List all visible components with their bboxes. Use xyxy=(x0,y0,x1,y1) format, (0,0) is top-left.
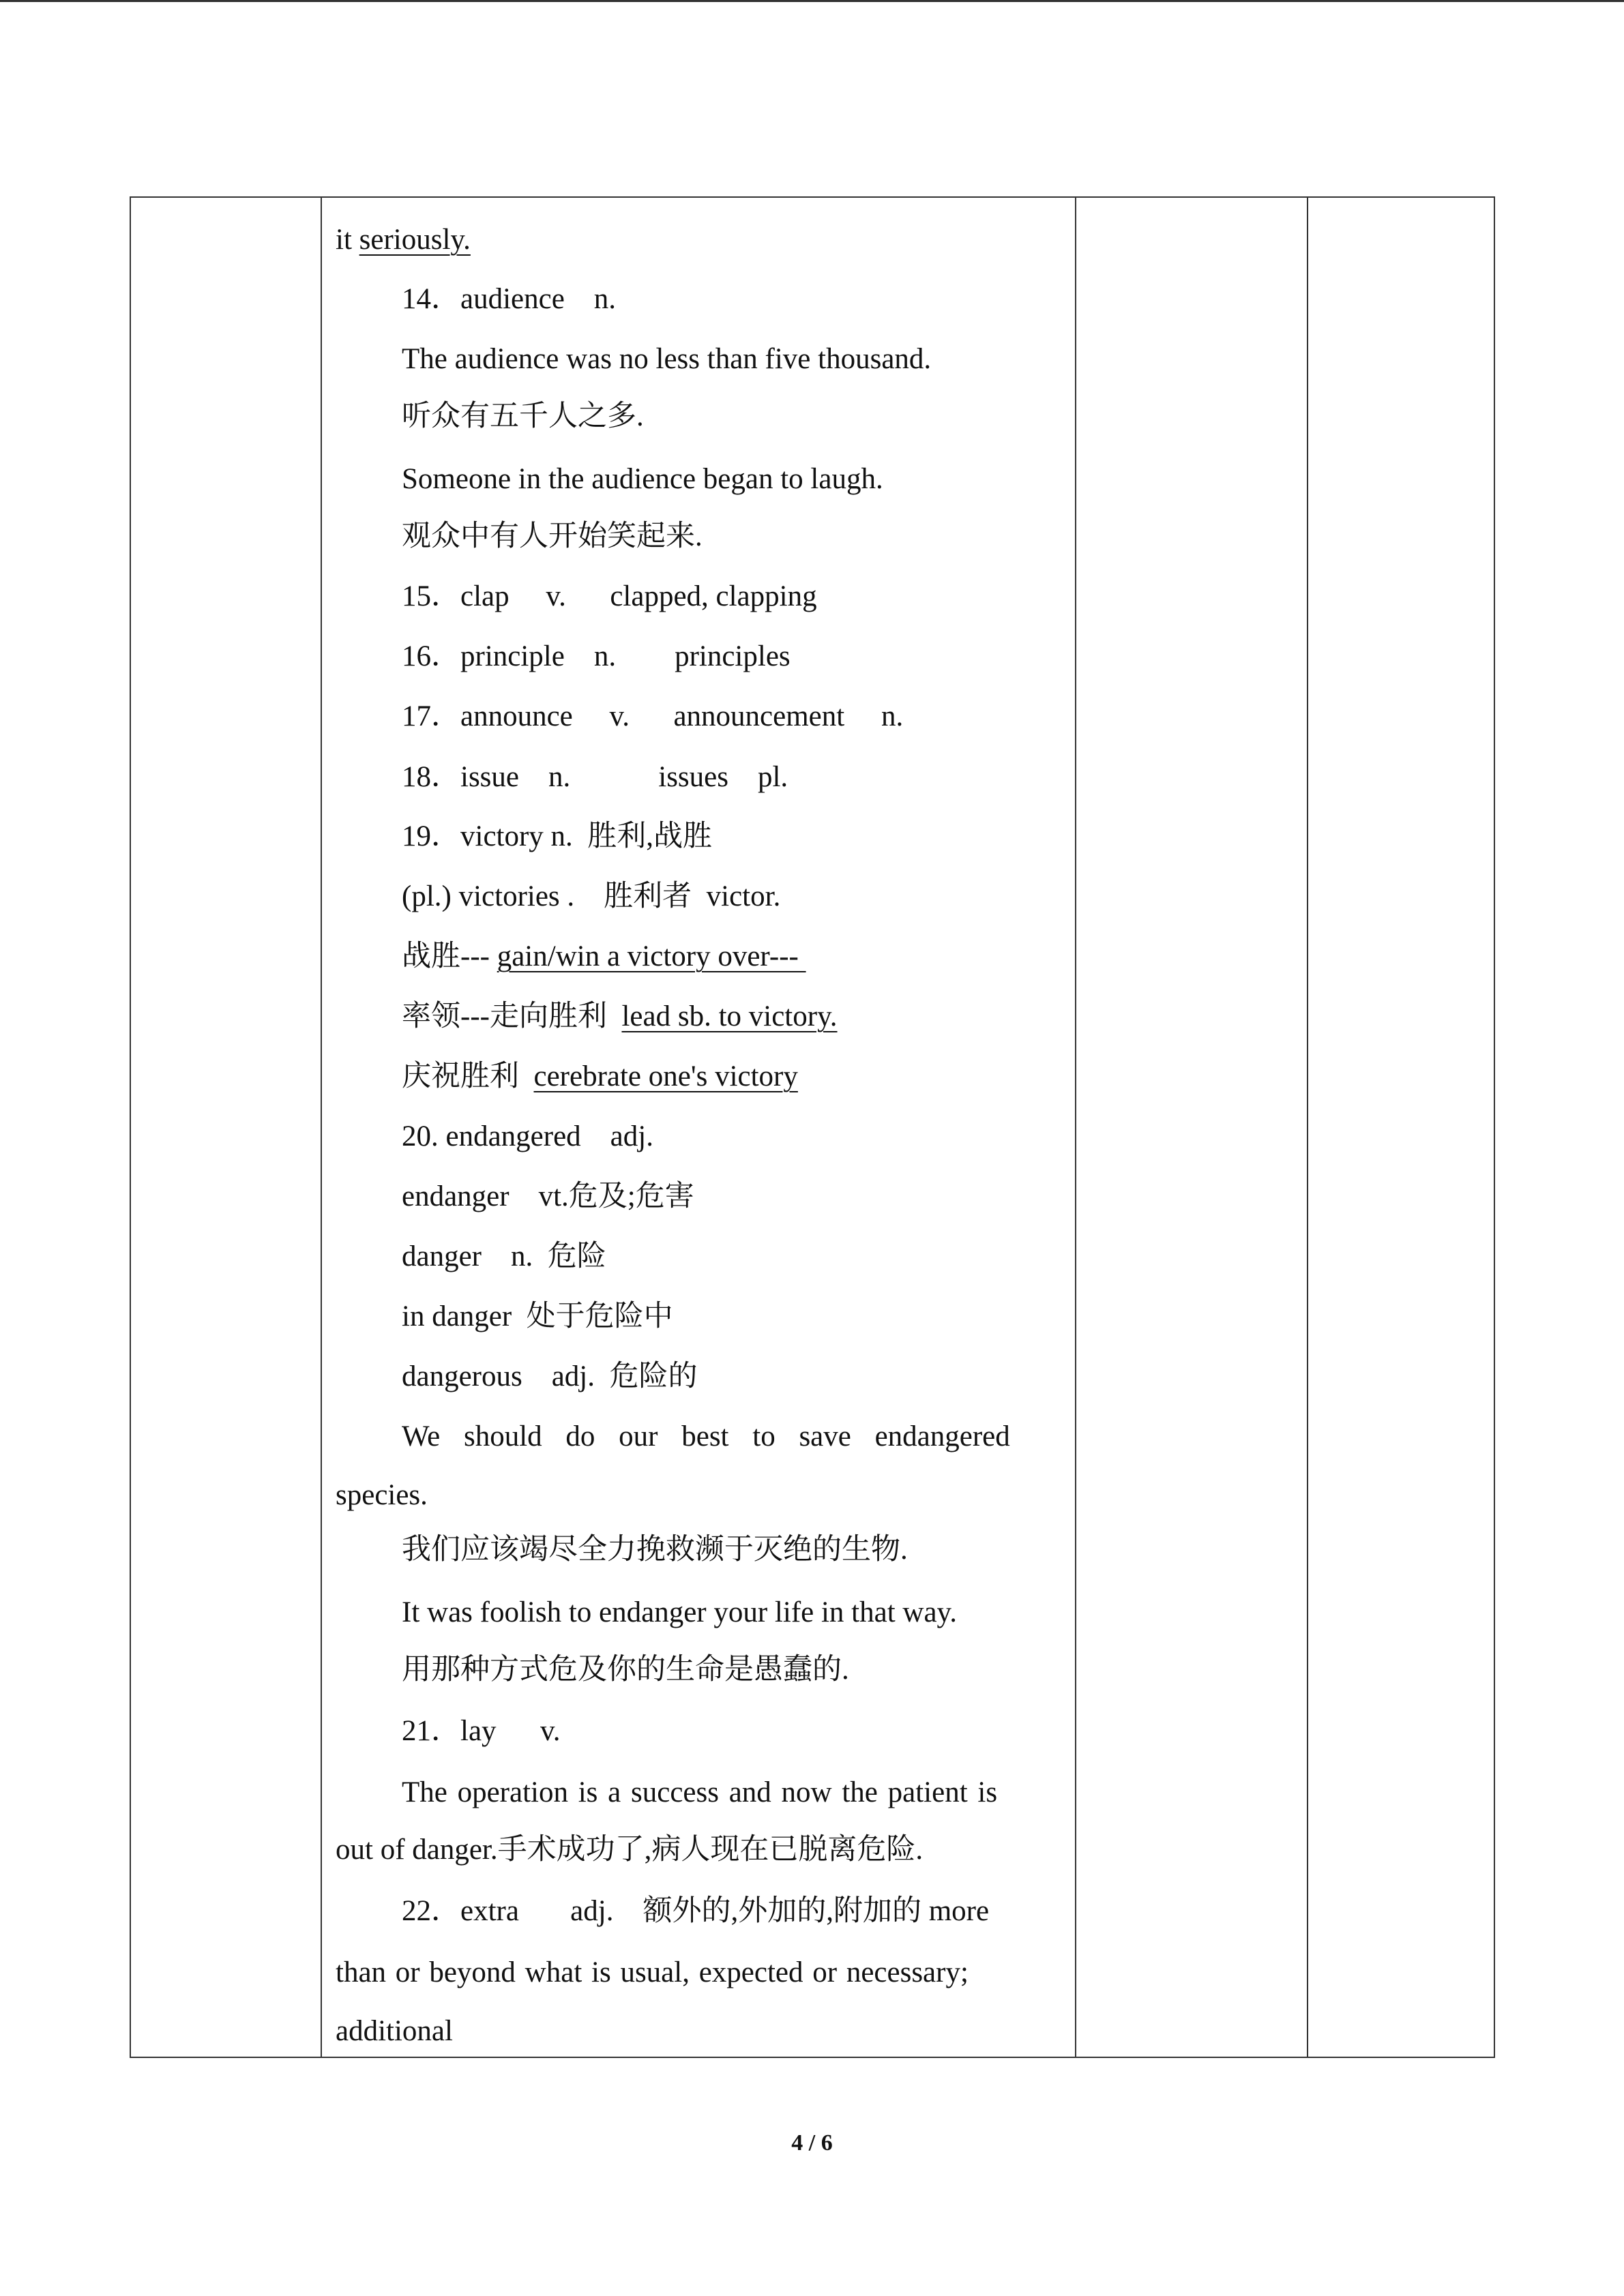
text-line: additional xyxy=(336,2015,453,2047)
text-line: 22．extra adj. 额外的,外加的,附加的 more xyxy=(402,1895,990,1927)
text-line: out of danger.手术成功了,病人现在已脱离危险. xyxy=(336,1834,924,1866)
column-divider-2 xyxy=(1075,196,1076,2058)
text-line: 我们应该竭尽全力挽救濒于灭绝的生物. xyxy=(402,1534,908,1566)
text-line: (pl.) victories . 胜利者 victor. xyxy=(402,880,781,912)
text-line: 14．audience n. xyxy=(402,283,617,315)
text-line: 战胜--- gain/win a victory over--- xyxy=(402,940,806,972)
text-line: The operation is a success and now the patient is xyxy=(402,1776,998,1808)
top-rule xyxy=(0,0,1624,2)
text-line: Someone in the audience began to laugh. xyxy=(402,463,883,495)
text-line: in danger 处于危险中 xyxy=(402,1300,673,1332)
text-line: 15．clap v. clapped, clapping xyxy=(402,580,817,612)
text-line: 20. endangered adj. xyxy=(402,1120,653,1152)
text-line: 16．principle n. principles xyxy=(402,640,791,672)
text-line: We should do our best to save endangered xyxy=(402,1420,1010,1452)
column-divider-1 xyxy=(321,196,322,2058)
text-line: The audience was no less than five thousand. xyxy=(402,343,932,375)
text-line: 观众中有人开始笑起来. xyxy=(402,520,703,552)
text-line: 19．victory n. 胜利,战胜 xyxy=(402,820,713,852)
text-line: dangerous adj. 危险的 xyxy=(402,1360,698,1392)
column-divider-3 xyxy=(1307,196,1308,2058)
text-line: than or beyond what is usual, expected or necessary; xyxy=(336,1956,969,1988)
text-line: 17．announce v. announcement n. xyxy=(402,700,904,732)
text-line: danger n. 危险 xyxy=(402,1240,606,1272)
text-line: 听众有五千人之多. xyxy=(402,400,644,432)
vocabulary-cell xyxy=(323,196,1075,2058)
text-line: It was foolish to endanger your life in that way. xyxy=(402,1596,957,1628)
text-line: 庆祝胜利 cerebrate one's victory xyxy=(402,1060,798,1092)
page-number: 4 / 6 xyxy=(791,2130,833,2156)
text-line: 用那种方式危及你的生命是愚蠢的. xyxy=(402,1654,849,1686)
text-line: 21．lay v. xyxy=(402,1715,561,1747)
text-line: 率领---走向胜利 lead sb. to victory. xyxy=(402,1000,838,1032)
text-line: 18．issue n. issues pl. xyxy=(402,761,788,793)
text-line: it seriously. xyxy=(336,224,471,256)
text-line: endanger vt.危及;危害 xyxy=(402,1180,694,1212)
text-line: species. xyxy=(336,1479,428,1511)
